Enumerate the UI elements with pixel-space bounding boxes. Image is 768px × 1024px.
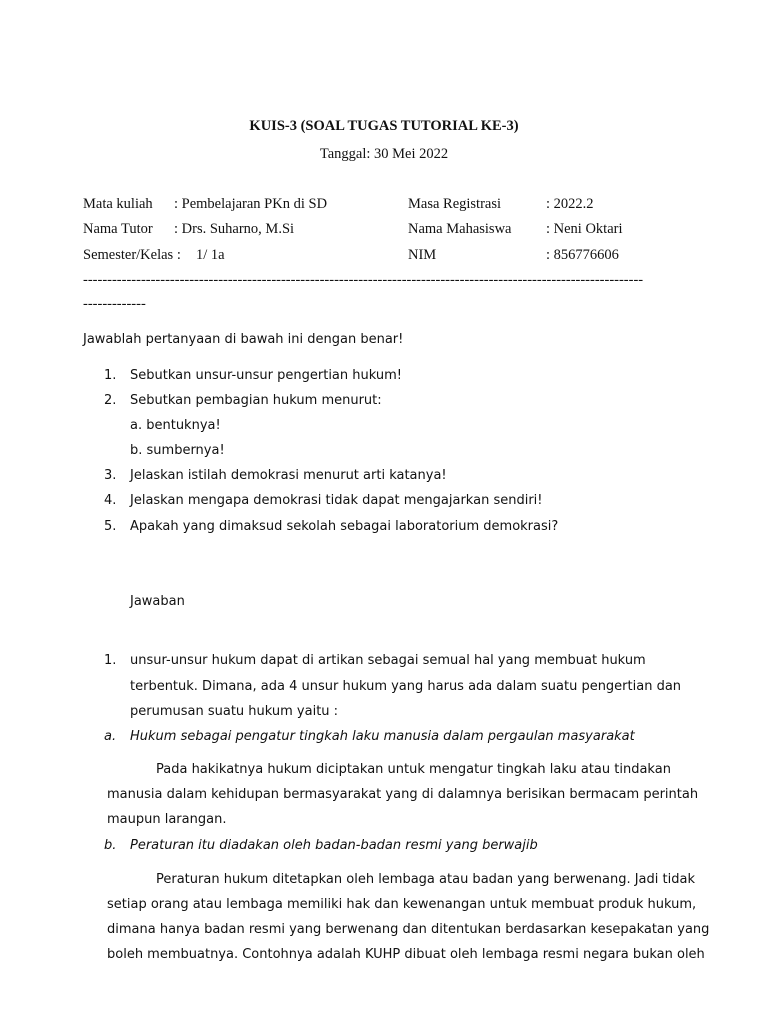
question-text: Sebutkan unsur-unsur pengertian hukum! (130, 368, 402, 383)
question-number: 3. (104, 468, 117, 483)
paragraph-line: manusia dalam kehidupan bermasyarakat yang di dalamnya berisikan bermacam perintah (107, 787, 699, 802)
question-number: 2. (104, 393, 117, 408)
question-text: Sebutkan pembagian hukum menurut: (130, 393, 382, 408)
instruction-text: Jawablah pertanyaan di bawah ini dengan benar! (83, 332, 404, 347)
answer-line: terbentuk. Dimana, ada 4 unsur hukum yang harus ada dalam suatu pengertian dan (130, 679, 682, 694)
subpoint-heading: Hukum sebagai pengatur tingkah laku manusia dalam pergaulan masyarakat (130, 729, 635, 744)
info-value-semester: 1/ 1a (196, 247, 225, 263)
paragraph-line: setiap orang atau lembaga memiliki hak dan kewenangan untuk membuat produk hukum, (107, 897, 697, 912)
subpoint-heading: Peraturan itu diadakan oleh badan-badan resmi yang berwajib (130, 838, 538, 853)
paragraph-line: boleh membuatnya. Contohnya adalah KUHP dibuat oleh lembaga resmi negara bukan oleh (107, 947, 705, 962)
answer-line: perumusan suatu hukum yaitu : (130, 704, 339, 719)
info-label-registration: Masa Registrasi (408, 196, 502, 212)
info-label-tutor: Nama Tutor (83, 221, 153, 237)
info-value-student: : Neni Oktari (546, 221, 623, 237)
document-title: KUIS-3 (SOAL TUGAS TUTORIAL KE-3) (249, 118, 519, 134)
info-value-tutor: : Drs. Suharno, M.Si (174, 221, 295, 237)
info-label-semester: Semester/Kelas : (83, 247, 181, 263)
info-value-course: : Pembelajaran PKn di SD (174, 196, 328, 212)
question-text: Jelaskan istilah demokrasi menurut arti katanya! (130, 468, 447, 483)
info-label-student: Nama Mahasiswa (408, 221, 512, 237)
separator-line: -------------------------------------------------------------------------------------------------------------------- (83, 272, 644, 288)
answer-number: 1. (104, 653, 117, 668)
info-value-nim: : 856776606 (546, 247, 619, 263)
paragraph-line: Pada hakikatnya hukum diciptakan untuk mengatur tingkah laku atau tindakan (156, 762, 671, 777)
info-label-nim: NIM (408, 247, 437, 263)
question-text: Apakah yang dimaksud sekolah sebagai laboratorium demokrasi? (130, 519, 559, 534)
answer-line: unsur-unsur hukum dapat di artikan sebagai semual hal yang membuat hukum (130, 653, 646, 668)
info-label-course: Mata kuliah (83, 196, 153, 212)
question-text: Jelaskan mengapa demokrasi tidak dapat mengajarkan sendiri! (130, 493, 543, 508)
document-date: Tanggal: 30 Mei 2022 (319, 146, 449, 162)
subpoint-letter: b. (104, 838, 117, 853)
separator-line-continued: ------------- (83, 296, 146, 312)
paragraph-line: Peraturan hukum ditetapkan oleh lembaga atau badan yang berwenang. Jadi tidak (156, 872, 695, 887)
paragraph-line: dimana hanya badan resmi yang berwenang dan ditentukan berdasarkan kesepakatan yang (107, 922, 710, 937)
answers-heading: Jawaban (130, 594, 185, 609)
info-value-registration: : 2022.2 (546, 196, 594, 212)
subpoint-letter: a. (104, 729, 117, 744)
question-number: 5. (104, 519, 117, 534)
question-number: 4. (104, 493, 117, 508)
question-subitem: b. sumbernya! (130, 443, 225, 458)
question-number: 1. (104, 368, 117, 383)
question-subitem: a. bentuknya! (130, 418, 221, 433)
paragraph-line: maupun larangan. (107, 812, 227, 827)
